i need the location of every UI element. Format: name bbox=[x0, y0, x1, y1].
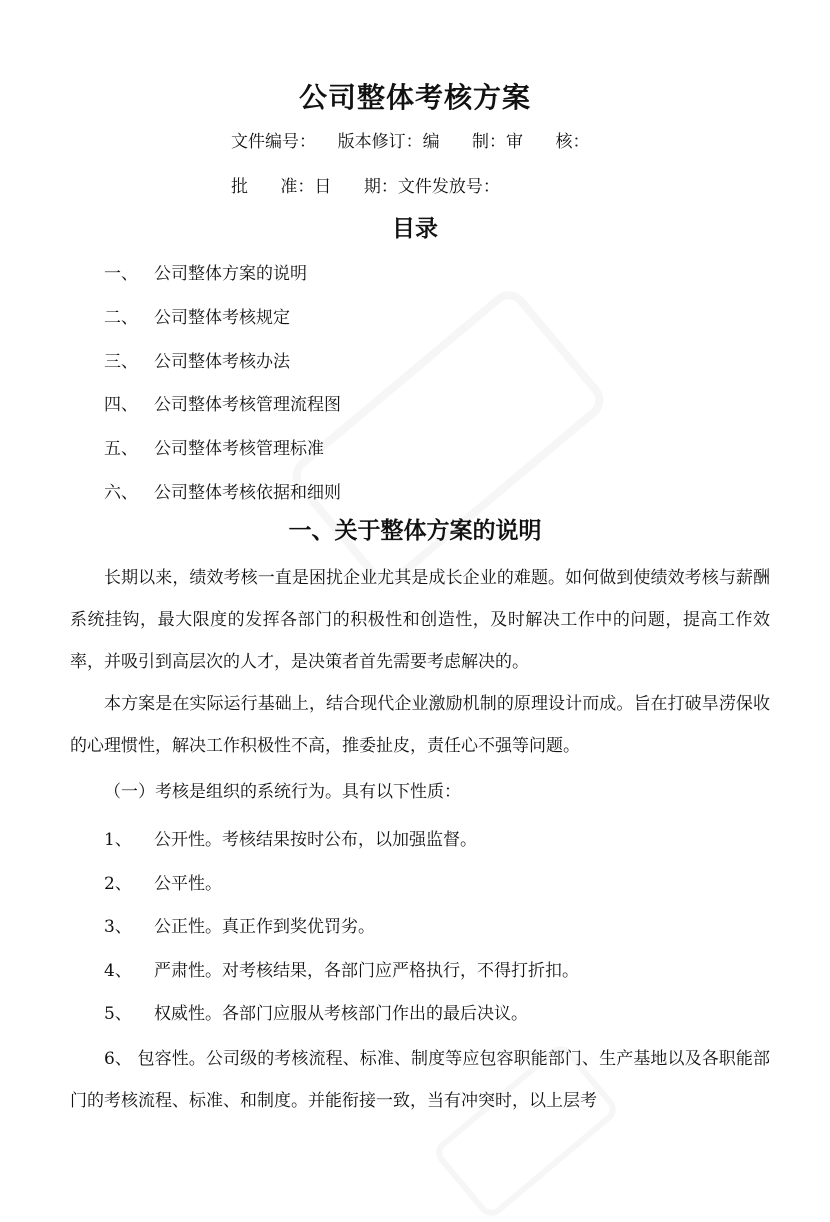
toc-item-text: 公司整体考核办法 bbox=[154, 352, 290, 372]
toc-item-number: 二、 bbox=[104, 308, 138, 328]
list-item-6: 6、 包容性。公司级的考核流程、标准、制度等应包容职能部门、生产基地以及各职能部门的考核流程、标准、和制度。并能衔接一致，当有冲突时，以上层考 bbox=[70, 1049, 770, 1111]
list-item-number: 1、 bbox=[104, 830, 132, 850]
list-item-text: 严肃性。对考核结果，各部门应严格执行，不得打折扣。 bbox=[154, 961, 579, 981]
document-title: 公司整体考核方案 bbox=[298, 81, 531, 114]
list-item-number: 2、 bbox=[104, 874, 132, 894]
list-item-text: 公开性。考核结果按时公布，以加强监督。 bbox=[154, 830, 477, 850]
meta-line-2: 批 准：日 期：文件发放号： bbox=[231, 177, 500, 197]
list-item-text: 公正性。真正作到奖优罚劣。 bbox=[154, 917, 375, 937]
toc-item-number: 六、 bbox=[104, 483, 138, 503]
toc-item-text: 公司整体方案的说明 bbox=[154, 264, 307, 284]
toc-item bbox=[104, 478, 341, 503]
toc-item-number: 四、 bbox=[104, 395, 138, 415]
toc-item bbox=[104, 303, 290, 328]
list-item-text: 公平性。 bbox=[154, 874, 222, 894]
watermark bbox=[284, 283, 611, 593]
toc-item-text: 公司整体考核管理流程图 bbox=[154, 395, 341, 415]
toc-item-text: 公司整体考核规定 bbox=[154, 308, 290, 328]
meta-line-1: 文件编号： 版本修订：编 制：审 核： bbox=[231, 132, 590, 152]
paragraph-2: 本方案是在实际运行基础上，结合现代企业激励机制的原理设计而成。旨在打破旱涝保收的心理惯性，解决工作积极性不高，推委扯皮，责任心不强等问题。 bbox=[70, 694, 770, 756]
list-item-number: 3、 bbox=[104, 917, 132, 937]
toc-item-text: 公司整体考核管理标准 bbox=[154, 439, 324, 459]
list-item bbox=[104, 912, 375, 937]
list-item bbox=[104, 999, 528, 1024]
paragraph-1: 长期以来，绩效考核一直是困扰企业尤其是成长企业的难题。如何做到使绩效考核与薪酬系统挂钩，最大限度的发挥各部门的积极性和创造性，及时解决工作中的问题，提高工作效率，并吸引到高层次的人才，是决策者首先需要考虑解决的。 bbox=[70, 568, 770, 672]
toc-item-number: 一、 bbox=[104, 264, 138, 284]
toc-item-number: 五、 bbox=[104, 439, 138, 459]
section-title: 一、关于整体方案的说明 bbox=[288, 518, 542, 544]
list-item bbox=[104, 825, 477, 850]
list-item bbox=[104, 869, 222, 894]
list-item bbox=[104, 956, 579, 981]
toc-title: 目录 bbox=[392, 216, 438, 242]
list-item-text: 权威性。各部门应服从考核部门作出的最后决议。 bbox=[154, 1004, 528, 1024]
list-item-number: 4、 bbox=[104, 961, 132, 981]
list-item-number: 5、 bbox=[104, 1004, 132, 1024]
toc-item bbox=[104, 259, 307, 284]
toc-item bbox=[104, 390, 341, 415]
toc-item bbox=[104, 434, 324, 459]
toc-item-text: 公司整体考核依据和细则 bbox=[154, 483, 341, 503]
toc-item-number: 三、 bbox=[104, 352, 138, 372]
subheading: （一）考核是组织的系统行为。具有以下性质： bbox=[104, 782, 461, 802]
toc-item bbox=[104, 347, 290, 372]
